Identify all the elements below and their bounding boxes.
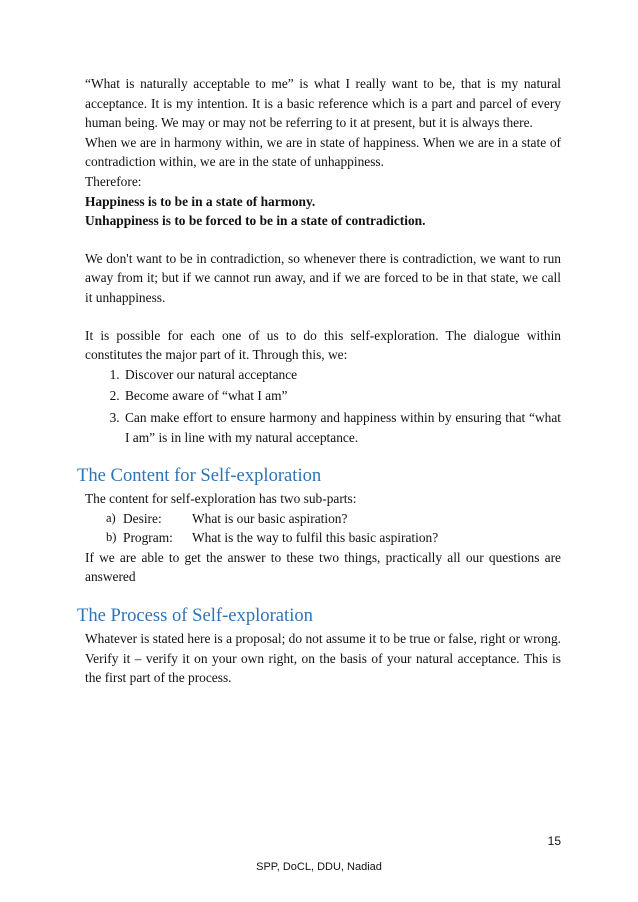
list-item: 1. Discover our natural acceptance [123, 365, 561, 385]
spacer [85, 231, 561, 249]
paragraph-harmony: When we are in harmony within, we are in state of happiness. When we are in a state of contradiction within, we are in the state of unhappiness. [85, 134, 561, 170]
heading-content-self-exploration: The Content for Self-exploration [77, 465, 322, 487]
page-number: 15 [547, 834, 561, 848]
page-footer: SPP, DoCL, DDU, Nadiad [256, 861, 382, 873]
page-content [77, 74, 561, 688]
list-marker: b) [106, 530, 117, 545]
list-item [106, 528, 561, 548]
list-marker: a) [106, 510, 116, 525]
list-item [106, 509, 561, 529]
list-text: What is our basic aspiration? [192, 510, 348, 526]
numbered-list [85, 365, 561, 447]
spacer [85, 308, 561, 326]
unhappiness-definition: Unhappiness is to be forced to be in a state of contradiction. [85, 213, 426, 229]
list-item: 2. Become aware of “what I am” [123, 386, 561, 406]
therefore-label: Therefore: [85, 173, 142, 189]
paragraph-answers: If we are able to get the answer to these two things, practically all our questions are answered [85, 549, 561, 585]
list-term: Program: [123, 530, 173, 546]
list-item: 3. Can make effort to ensure harmony and happiness within by ensuring that “what I am” is in line with my natural acceptance. [123, 408, 561, 447]
list-text: What is the way to fulfil this basic aspiration? [192, 530, 439, 546]
paragraph-sub-parts: The content for self-exploration has two sub-parts: [85, 491, 357, 507]
happiness-definition: Happiness is to be in a state of harmony. [85, 193, 316, 209]
list-term: Desire: [123, 510, 162, 526]
sub-parts-list [85, 509, 561, 548]
paragraph-self-exploration: It is possible for each one of us to do this self-exploration. The dialogue within constitutes the major part of it. Through this, we: [85, 327, 561, 363]
paragraph-natural-acceptance: “What is naturally acceptable to me” is what I really want to be, that is my natural acceptance. It is my intention. It is a basic reference which is a part and parcel of every human being. We may or may not be referring to it at present, but it is always there. [85, 76, 561, 131]
heading-process-self-exploration: The Process of Self-exploration [77, 605, 313, 627]
paragraph-process: Whatever is stated here is a proposal; do not assume it to be true or false, right or wrong. Verify it – verify it on your own right, on the basis of your natural acceptance. This is the first part of the process. [85, 631, 561, 686]
paragraph-contradiction: We don't want to be in contradiction, so whenever there is contradiction, we want to run away from it; but if we cannot run away, and if we are forced to be in that state, we call it unhappiness. [85, 250, 561, 305]
